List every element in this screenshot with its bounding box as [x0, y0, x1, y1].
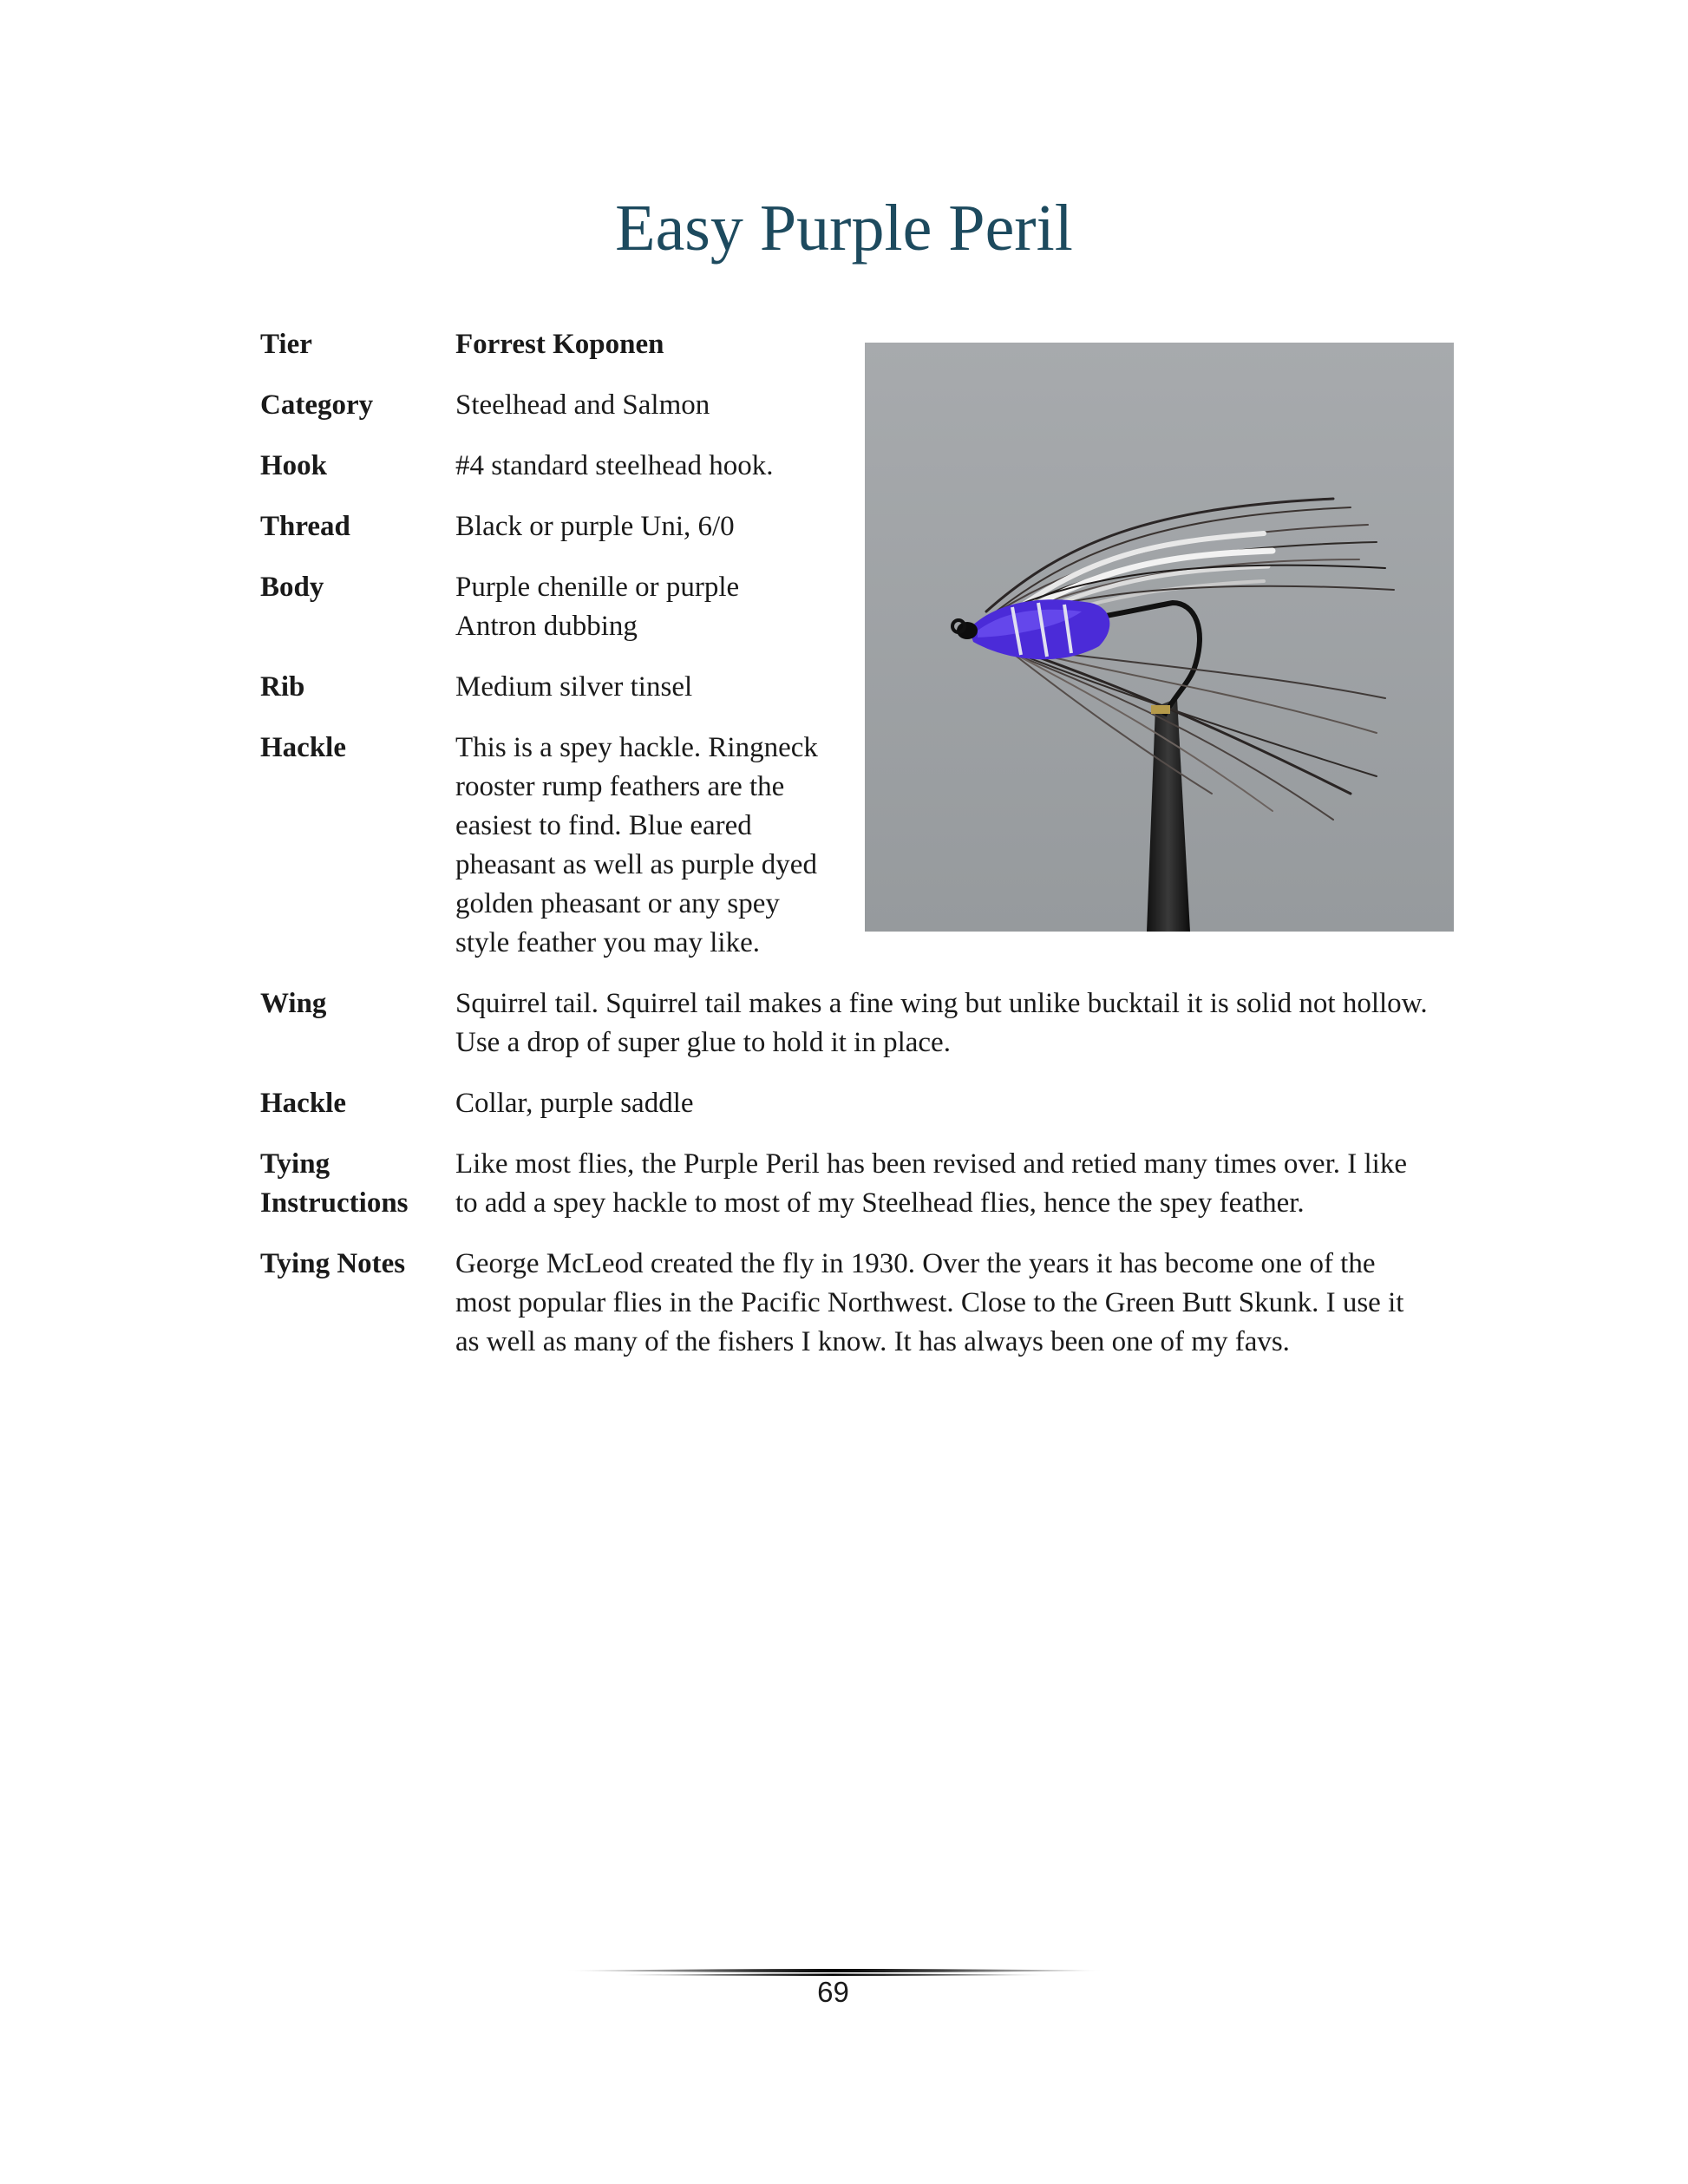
- field-label: Tier: [260, 329, 312, 360]
- label-line: Tying: [260, 1148, 330, 1180]
- field-label: Hackle: [260, 732, 346, 763]
- field-value: Steelhead and Salmon: [455, 389, 710, 421]
- value-line: as well as many of the fishers I know. It has always been one of my favs.: [455, 1326, 1290, 1357]
- field-label: Hackle: [260, 1088, 346, 1119]
- value-line: George McLeod created the fly in 1930. Over the years it has become one of the: [455, 1248, 1376, 1279]
- field-value: Forrest Koponen: [455, 329, 664, 360]
- value-line: Use a drop of super glue to hold it in place.: [455, 1027, 951, 1058]
- value-line: easiest to find. Blue eared: [455, 810, 752, 841]
- page-number: 69: [817, 1976, 849, 2008]
- value-line: golden pheasant or any spey: [455, 888, 780, 919]
- field-label: Category: [260, 389, 374, 421]
- page-title: Easy Purple Peril: [615, 192, 1073, 265]
- fly-illustration: [865, 343, 1454, 932]
- field-label: Body: [260, 572, 324, 603]
- value-line: This is a spey hackle. Ringneck: [455, 732, 818, 763]
- field-value: Collar, purple saddle: [455, 1088, 694, 1119]
- value-line: Purple chenille or purple: [455, 572, 740, 603]
- value-line: Squirrel tail. Squirrel tail makes a fine wing but unlike bucktail it is solid not hollow.: [455, 988, 1428, 1019]
- value-line: Antron dubbing: [455, 611, 638, 642]
- field-label: Tying Notes: [260, 1248, 406, 1279]
- field-value: [455, 1245, 1436, 1362]
- value-line: style feather you may like.: [455, 927, 760, 958]
- value-line: most popular flies in the Pacific Northwest. Close to the Green Butt Skunk. I use it: [455, 1287, 1404, 1318]
- value-line: rooster rump feathers are the: [455, 771, 785, 802]
- field-label: Hook: [260, 450, 328, 481]
- field-label: Wing: [260, 988, 327, 1019]
- value-line: pheasant as well as purple dyed: [455, 849, 817, 880]
- field-value: Medium silver tinsel: [455, 671, 693, 703]
- field-label: Thread: [260, 511, 350, 542]
- label-line: Instructions: [260, 1187, 409, 1219]
- field-value: [455, 1145, 1436, 1223]
- value-line: Like most flies, the Purple Peril has been revised and retied many times over. I like: [455, 1148, 1407, 1180]
- field-label: [260, 1145, 451, 1223]
- field-value: [455, 729, 854, 963]
- field-value: [455, 568, 854, 646]
- value-line: to add a spey hackle to most of my Steelhead flies, hence the spey feather.: [455, 1187, 1305, 1219]
- field-value: #4 standard steelhead hook.: [455, 450, 774, 481]
- fly-photo: [865, 343, 1454, 932]
- field-value: [455, 984, 1436, 1063]
- field-value: Black or purple Uni, 6/0: [455, 511, 735, 542]
- field-label: Rib: [260, 671, 305, 703]
